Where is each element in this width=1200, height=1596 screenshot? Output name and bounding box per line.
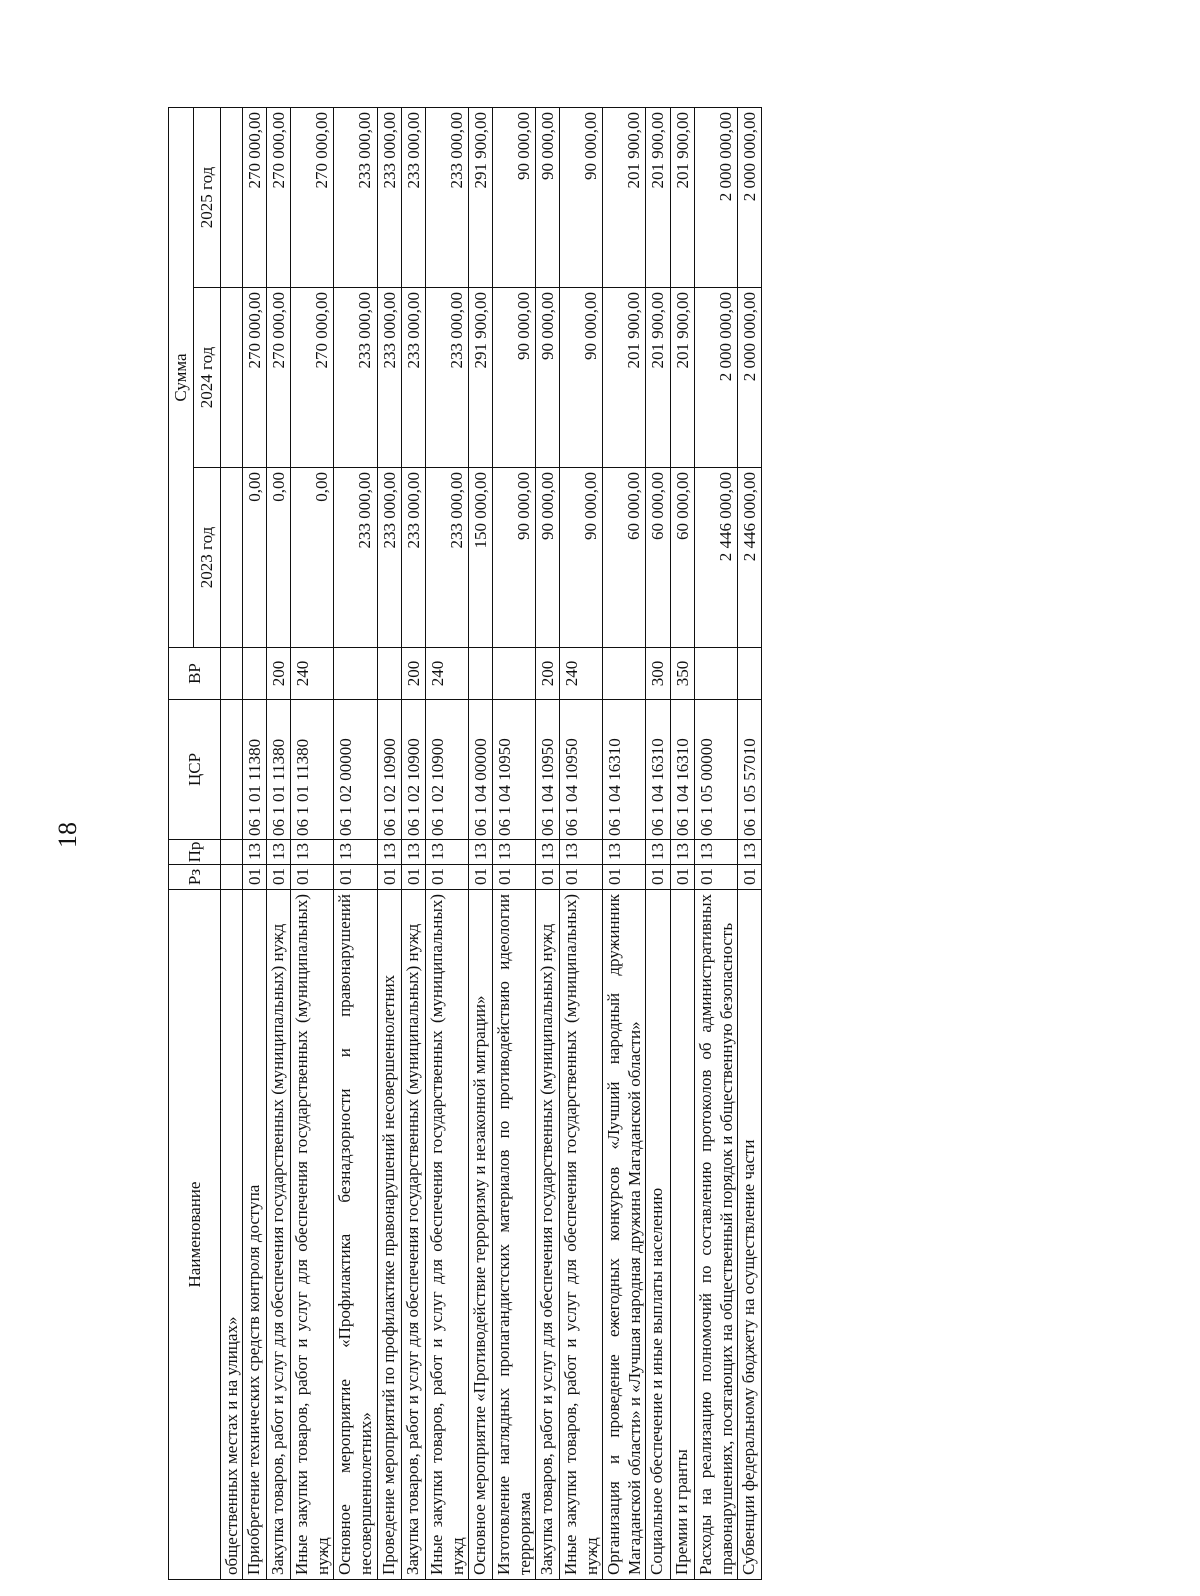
table-row — [221, 108, 243, 1580]
cell-2024: 270 000,00 — [267, 288, 291, 468]
cell-2023: 90 000,00 — [560, 468, 603, 648]
cell-pr: 13 — [377, 840, 401, 865]
cell-name: Премии и гранты — [670, 890, 694, 1580]
cell-2025: 90 000,00 — [492, 108, 535, 288]
cell-vr — [603, 648, 646, 700]
table-row — [536, 108, 560, 1580]
cell-name: Закупка товаров, работ и услуг для обеспечения государственных (муниципальных) нужд — [401, 890, 425, 1580]
header-2023: 2023 год — [194, 468, 221, 648]
cell-2024: 90 000,00 — [560, 288, 603, 468]
cell-rz: 01 — [560, 865, 603, 890]
table-body — [221, 108, 762, 1580]
cell-2023: 0,00 — [267, 468, 291, 648]
cell-2024: 2 000 000,00 — [737, 288, 761, 468]
cell-pr: 13 — [401, 840, 425, 865]
cell-2023: 2 446 000,00 — [737, 468, 761, 648]
cell-pr: 13 — [670, 840, 694, 865]
cell-vr: 200 — [401, 648, 425, 700]
cell-csr: 06 1 04 10950 — [560, 700, 603, 840]
cell-csr: 06 1 02 00000 — [334, 700, 377, 840]
cell-2025: 90 000,00 — [536, 108, 560, 288]
cell-2023: 233 000,00 — [334, 468, 377, 648]
cell-pr: 13 — [492, 840, 535, 865]
table-row — [694, 108, 737, 1580]
cell-rz: 01 — [291, 865, 334, 890]
cell-2025: 90 000,00 — [560, 108, 603, 288]
header-2024: 2024 год — [194, 288, 221, 468]
cell-rz: 01 — [377, 865, 401, 890]
cell-2024: 233 000,00 — [425, 288, 468, 468]
cell-2024: 270 000,00 — [291, 288, 334, 468]
cell-csr: 06 1 02 10900 — [401, 700, 425, 840]
cell-2025: 2 000 000,00 — [737, 108, 761, 288]
cell-vr: 300 — [646, 648, 670, 700]
cell-2024: 233 000,00 — [334, 288, 377, 468]
cell-name: Проведение мероприятий по профилактике правонарушений несовершеннолетних — [377, 890, 401, 1580]
table-row — [425, 108, 468, 1580]
table-row — [243, 108, 267, 1580]
cell-2024: 201 900,00 — [603, 288, 646, 468]
cell-pr: 13 — [536, 840, 560, 865]
cell-name: общественных местах и на улицах» — [221, 890, 243, 1580]
cell-vr: 200 — [536, 648, 560, 700]
cell-name: Иные закупки товаров, работ и услуг для обеспечения государственных (муниципальных) нужд — [291, 890, 334, 1580]
header-pr: Пр — [169, 840, 221, 865]
cell-vr: 350 — [670, 648, 694, 700]
cell-rz: 01 — [737, 865, 761, 890]
cell-2025: 201 900,00 — [646, 108, 670, 288]
cell-2025: 2 000 000,00 — [694, 108, 737, 288]
cell-2023: 233 000,00 — [377, 468, 401, 648]
header-2025: 2025 год — [194, 108, 221, 288]
cell-pr: 13 — [243, 840, 267, 865]
table-row — [737, 108, 761, 1580]
page-number: 18 — [53, 822, 82, 848]
cell-2023: 0,00 — [291, 468, 334, 648]
table-row — [468, 108, 492, 1580]
cell-2024: 233 000,00 — [377, 288, 401, 468]
cell-2023: 60 000,00 — [603, 468, 646, 648]
cell-rz: 01 — [468, 865, 492, 890]
cell-2025: 270 000,00 — [291, 108, 334, 288]
cell-csr — [221, 700, 243, 840]
cell-rz: 01 — [492, 865, 535, 890]
cell-2025: 233 000,00 — [377, 108, 401, 288]
table-row — [267, 108, 291, 1580]
cell-csr: 06 1 04 16310 — [646, 700, 670, 840]
cell-2025: 291 900,00 — [468, 108, 492, 288]
cell-vr: 240 — [560, 648, 603, 700]
cell-2024 — [221, 288, 243, 468]
cell-2024: 2 000 000,00 — [694, 288, 737, 468]
cell-pr: 13 — [694, 840, 737, 865]
cell-csr: 06 1 04 10950 — [536, 700, 560, 840]
cell-vr — [468, 648, 492, 700]
cell-rz: 01 — [670, 865, 694, 890]
cell-2023: 60 000,00 — [670, 468, 694, 648]
cell-csr: 06 1 02 10900 — [425, 700, 468, 840]
cell-vr — [377, 648, 401, 700]
cell-pr: 13 — [646, 840, 670, 865]
rotated-table-container — [168, 108, 1052, 1580]
cell-2024: 90 000,00 — [536, 288, 560, 468]
cell-2023: 233 000,00 — [401, 468, 425, 648]
cell-vr — [737, 648, 761, 700]
cell-rz: 01 — [267, 865, 291, 890]
header-vr: ВР — [169, 648, 221, 700]
cell-vr — [694, 648, 737, 700]
cell-2025: 233 000,00 — [334, 108, 377, 288]
cell-2023: 0,00 — [243, 468, 267, 648]
cell-csr: 06 1 01 11380 — [243, 700, 267, 840]
cell-rz: 01 — [334, 865, 377, 890]
cell-2024: 201 900,00 — [646, 288, 670, 468]
header-name: Наименование — [169, 890, 221, 1580]
cell-2023: 60 000,00 — [646, 468, 670, 648]
cell-csr: 06 1 04 00000 — [468, 700, 492, 840]
cell-2023: 90 000,00 — [536, 468, 560, 648]
table-row — [492, 108, 535, 1580]
cell-2023: 2 446 000,00 — [694, 468, 737, 648]
cell-pr: 13 — [560, 840, 603, 865]
cell-rz: 01 — [646, 865, 670, 890]
header-csr: ЦСР — [169, 700, 221, 840]
cell-2023 — [221, 468, 243, 648]
cell-pr — [221, 840, 243, 865]
cell-rz: 01 — [694, 865, 737, 890]
cell-name: Основное мероприятие «Профилактика безнадзорности и правонарушений несовершеннолетних» — [334, 890, 377, 1580]
cell-csr: 06 1 04 16310 — [603, 700, 646, 840]
cell-2025: 270 000,00 — [243, 108, 267, 288]
cell-name: Приобретение технических средств контроля доступа — [243, 890, 267, 1580]
table-row — [560, 108, 603, 1580]
cell-2025 — [221, 108, 243, 288]
cell-name: Иные закупки товаров, работ и услуг для обеспечения государственных (муниципальных) нужд — [560, 890, 603, 1580]
header-row-1 — [169, 108, 194, 1580]
cell-name: Закупка товаров, работ и услуг для обеспечения государственных (муниципальных) нужд — [536, 890, 560, 1580]
table-row — [377, 108, 401, 1580]
cell-vr: 200 — [267, 648, 291, 700]
cell-2023: 90 000,00 — [492, 468, 535, 648]
cell-2024: 291 900,00 — [468, 288, 492, 468]
cell-csr: 06 1 01 11380 — [267, 700, 291, 840]
cell-pr: 13 — [737, 840, 761, 865]
cell-name: Иные закупки товаров, работ и услуг для обеспечения государственных (муниципальных) нужд — [425, 890, 468, 1580]
cell-pr: 13 — [291, 840, 334, 865]
cell-rz: 01 — [425, 865, 468, 890]
table-row — [334, 108, 377, 1580]
cell-rz: 01 — [401, 865, 425, 890]
budget-table — [168, 107, 762, 1580]
cell-rz: 01 — [243, 865, 267, 890]
cell-2023: 150 000,00 — [468, 468, 492, 648]
cell-csr: 06 1 04 10950 — [492, 700, 535, 840]
cell-pr: 13 — [267, 840, 291, 865]
cell-pr: 13 — [425, 840, 468, 865]
cell-2025: 201 900,00 — [670, 108, 694, 288]
cell-vr — [334, 648, 377, 700]
cell-pr: 13 — [603, 840, 646, 865]
cell-name: Изготовление наглядных пропагандистских материалов по противодействию идеологии терроризма — [492, 890, 535, 1580]
table-row — [646, 108, 670, 1580]
cell-name: Основное мероприятие «Противодействие терроризму и незаконной миграции» — [468, 890, 492, 1580]
header-rz: Рз — [169, 865, 221, 890]
table-row — [291, 108, 334, 1580]
cell-csr: 06 1 05 57010 — [737, 700, 761, 840]
cell-vr — [243, 648, 267, 700]
cell-csr: 06 1 05 00000 — [694, 700, 737, 840]
table-row — [603, 108, 646, 1580]
cell-name: Социальное обеспечение и иные выплаты населению — [646, 890, 670, 1580]
cell-2024: 233 000,00 — [401, 288, 425, 468]
cell-name: Организация и проведение ежегодных конкурсов «Лучший народный дружинник Магаданской области» и «Лучшая народная дружина Магаданской области» — [603, 890, 646, 1580]
cell-csr: 06 1 02 10900 — [377, 700, 401, 840]
cell-name: Расходы на реализацию полномочий по составлению протоколов об административных правонарушениях, посягающих на общественный порядок и общественную безопасность — [694, 890, 737, 1580]
cell-rz — [221, 865, 243, 890]
cell-vr — [221, 648, 243, 700]
cell-2024: 90 000,00 — [492, 288, 535, 468]
cell-csr: 06 1 04 16310 — [670, 700, 694, 840]
cell-vr: 240 — [291, 648, 334, 700]
cell-2024: 201 900,00 — [670, 288, 694, 468]
cell-name: Субвенции федеральному бюджету на осуществление части — [737, 890, 761, 1580]
cell-vr — [492, 648, 535, 700]
cell-rz: 01 — [536, 865, 560, 890]
cell-pr: 13 — [334, 840, 377, 865]
cell-2023: 233 000,00 — [425, 468, 468, 648]
cell-2025: 270 000,00 — [267, 108, 291, 288]
table-row — [670, 108, 694, 1580]
cell-2024: 270 000,00 — [243, 288, 267, 468]
cell-csr: 06 1 01 11380 — [291, 700, 334, 840]
cell-2025: 233 000,00 — [425, 108, 468, 288]
cell-rz: 01 — [603, 865, 646, 890]
header-sum: Сумма — [169, 108, 194, 648]
cell-vr: 240 — [425, 648, 468, 700]
cell-pr: 13 — [468, 840, 492, 865]
table-row — [401, 108, 425, 1580]
cell-2025: 201 900,00 — [603, 108, 646, 288]
cell-2025: 233 000,00 — [401, 108, 425, 288]
cell-name: Закупка товаров, работ и услуг для обеспечения государственных (муниципальных) нужд — [267, 890, 291, 1580]
